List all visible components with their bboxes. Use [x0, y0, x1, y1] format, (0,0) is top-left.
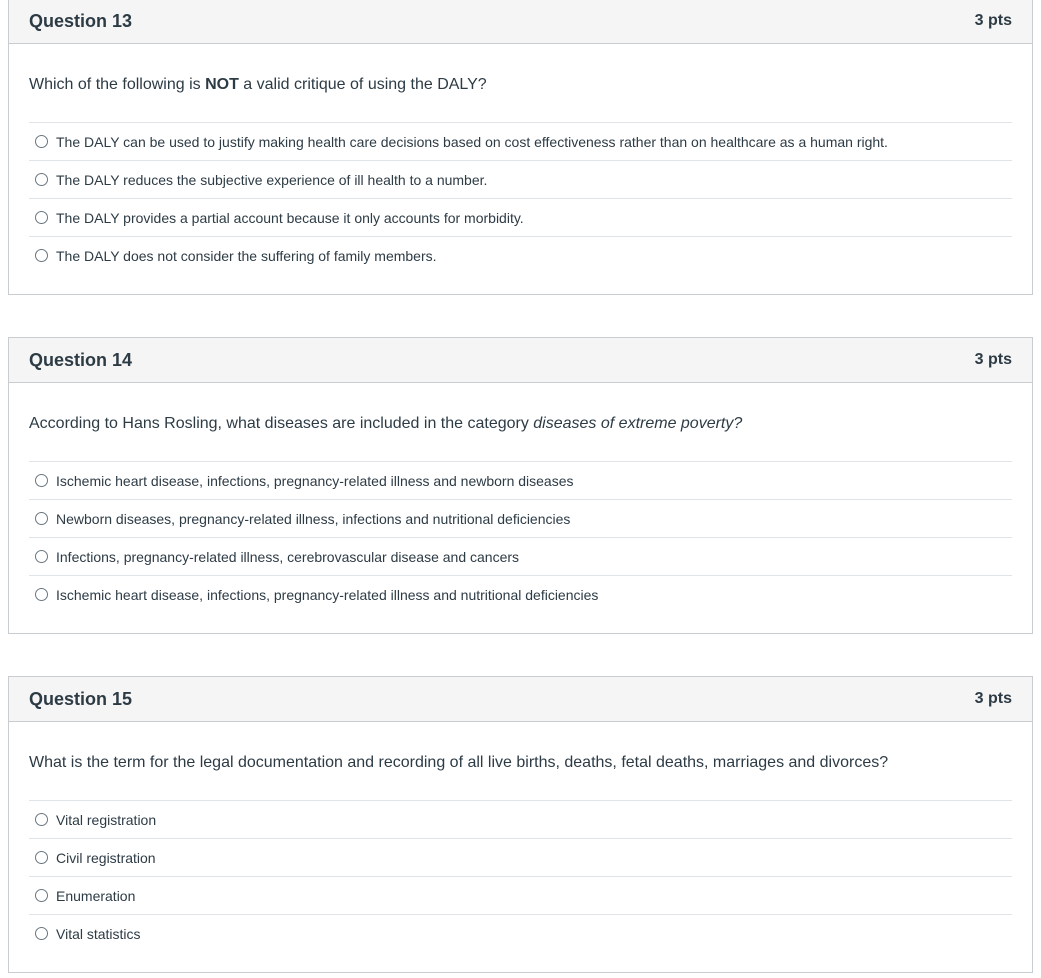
question-text — [29, 383, 1012, 461]
answer-label: The DALY does not consider the suffering of family members. — [56, 247, 437, 264]
question-text-emphasis: diseases of extreme poverty? — [533, 415, 743, 432]
answer-label: Vital statistics — [56, 925, 141, 942]
answer-option[interactable] — [29, 915, 1012, 952]
answer-label: Vital registration — [56, 811, 157, 828]
radio-button[interactable] — [35, 474, 48, 487]
question-body — [9, 722, 1032, 952]
answer-label: Newborn diseases, pregnancy-related illness, infections and nutritional deficiencies — [56, 510, 571, 527]
radio-button[interactable] — [35, 211, 48, 224]
question-14 — [8, 337, 1033, 634]
answer-label: The DALY reduces the subjective experience of ill health to a number. — [56, 171, 488, 188]
question-15 — [8, 676, 1033, 973]
question-text-part: According to Hans Rosling, what diseases are included in the category — [29, 415, 534, 432]
question-header — [9, 0, 1032, 44]
answer-option[interactable] — [29, 538, 1012, 576]
question-text — [29, 44, 1012, 122]
question-text-part: What is the term for the legal documentation and recording of all live births, deaths, fetal deaths, marriages and divorces? — [29, 754, 889, 771]
answer-option[interactable] — [29, 237, 1012, 274]
question-body — [9, 44, 1032, 274]
question-text-part: Which of the following is — [29, 76, 206, 93]
answer-option[interactable] — [29, 801, 1012, 839]
question-body — [9, 383, 1032, 613]
answer-option[interactable] — [29, 462, 1012, 500]
question-points: 3 pts — [974, 690, 1012, 707]
answer-list — [29, 800, 1012, 952]
radio-button[interactable] — [35, 927, 48, 940]
answer-option[interactable] — [29, 839, 1012, 877]
question-header — [9, 677, 1032, 722]
radio-button[interactable] — [35, 249, 48, 262]
question-text-emphasis: NOT — [205, 76, 239, 93]
radio-button[interactable] — [35, 588, 48, 601]
answer-option[interactable] — [29, 576, 1012, 613]
radio-button[interactable] — [35, 550, 48, 563]
question-points: 3 pts — [974, 351, 1012, 368]
answer-label: Ischemic heart disease, infections, pregnancy-related illness and nutritional deficiencies — [56, 586, 599, 603]
answer-option[interactable] — [29, 123, 1012, 161]
answer-label: The DALY can be used to justify making health care decisions based on cost effectiveness rather than on healthcare as a human right. — [56, 133, 888, 150]
question-points: 3 pts — [974, 12, 1012, 29]
answer-list — [29, 122, 1012, 274]
question-text-part: a valid critique of using the DALY? — [238, 76, 487, 93]
radio-button[interactable] — [35, 851, 48, 864]
question-title: Question 14 — [29, 349, 133, 370]
radio-button[interactable] — [35, 512, 48, 525]
question-title: Question 13 — [29, 10, 133, 31]
question-13 — [8, 0, 1033, 295]
answer-list — [29, 461, 1012, 613]
radio-button[interactable] — [35, 813, 48, 826]
answer-label: Civil registration — [56, 849, 156, 866]
question-header — [9, 338, 1032, 383]
answer-option[interactable] — [29, 199, 1012, 237]
question-title: Question 15 — [29, 688, 133, 709]
radio-button[interactable] — [35, 135, 48, 148]
question-text — [29, 722, 1012, 800]
answer-option[interactable] — [29, 877, 1012, 915]
answer-label: Enumeration — [56, 887, 136, 904]
answer-option[interactable] — [29, 500, 1012, 538]
answer-option[interactable] — [29, 161, 1012, 199]
radio-button[interactable] — [35, 889, 48, 902]
answer-label: The DALY provides a partial account because it only accounts for morbidity. — [56, 209, 524, 226]
radio-button[interactable] — [35, 173, 48, 186]
answer-label: Infections, pregnancy-related illness, cerebrovascular disease and cancers — [56, 548, 520, 565]
answer-label: Ischemic heart disease, infections, pregnancy-related illness and newborn diseases — [56, 472, 574, 489]
